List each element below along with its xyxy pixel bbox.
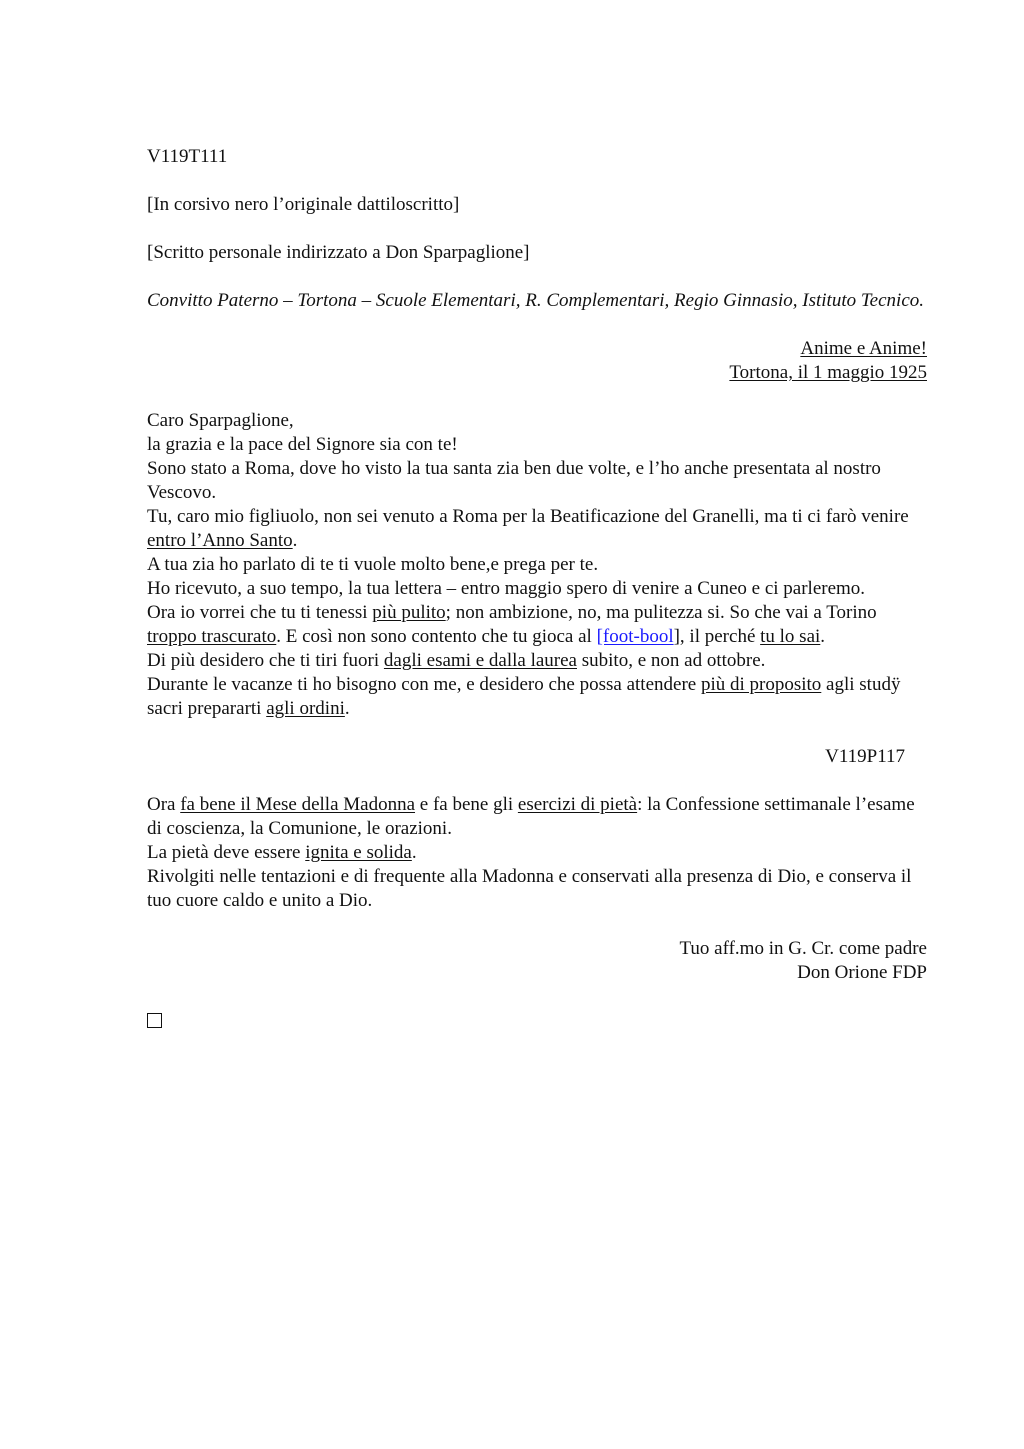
foot-bool-link[interactable]: [foot-bool xyxy=(596,626,674,647)
text-run: . xyxy=(344,698,350,719)
motto-text: Anime e Anime! xyxy=(800,338,927,359)
signature: Don Orione FDP xyxy=(797,962,927,983)
motto xyxy=(147,337,927,361)
text-run: e fa bene gli xyxy=(415,794,518,815)
underlined-text: più pulito xyxy=(372,602,446,623)
paragraph-lettera: Ho ricevuto, a suo tempo, la tua lettera – entro maggio spero di venire a Cuneo e ci parleremo. xyxy=(147,578,866,599)
page-reference: V119P117 xyxy=(825,746,905,767)
underlined-text: tu lo sai xyxy=(760,626,821,647)
paragraph-pieta xyxy=(147,841,927,865)
paragraph-mese-madonna xyxy=(147,793,927,841)
paragraph-vacanze xyxy=(147,673,927,721)
text-run: Ora io vorrei che tu ti tenessi xyxy=(147,602,373,623)
text-run: Ora xyxy=(147,794,181,815)
editorial-note-recipient: [Scritto personale indirizzato a Don Sparpaglione] xyxy=(147,242,530,263)
paragraph-roma: Sono stato a Roma, dove ho visto la tua santa zia ben due volte, e l’ho anche presentata al nostro Vescovo. xyxy=(147,458,881,503)
underlined-text: dagli esami e dalla laurea xyxy=(383,650,577,671)
closing-line-1: Tuo aff.mo in G. Cr. come padre xyxy=(679,938,927,959)
editorial-note-original: [In corsivo nero l’originale dattiloscritto] xyxy=(147,194,460,215)
text-run: ], il perché xyxy=(673,626,761,647)
place-date-text: Tortona, il 1 maggio 1925 xyxy=(729,362,927,383)
paragraph-esami xyxy=(147,649,927,673)
paragraph-beatificazione xyxy=(147,505,927,553)
salutation: Caro Sparpaglione, xyxy=(147,410,294,431)
text-run: . xyxy=(292,530,298,551)
underlined-text: più di proposito xyxy=(700,674,822,695)
letterhead: Convitto Paterno – Tortona – Scuole Elementari, R. Complementari, Regio Ginnasio, Istituto Tecnico. xyxy=(147,290,925,311)
underlined-text: entro l’Anno Santo xyxy=(147,530,293,551)
underlined-text: esercizi di pietà xyxy=(517,794,638,815)
document-code: V119T111 xyxy=(147,146,228,167)
underlined-text: fa bene il Mese della Madonna xyxy=(180,794,416,815)
letter-document xyxy=(147,145,927,1028)
place-date xyxy=(147,361,927,385)
text-run: : la Confessione settimanale l’esame di coscienza, la Comunione, le orazioni. xyxy=(147,794,915,839)
underlined-text: agli ordini xyxy=(266,698,345,719)
paragraph-pulizia xyxy=(147,601,927,649)
text-run: . E così non sono contento che tu gioca al xyxy=(276,626,597,647)
text-run: agli studÿ sacri prepararti xyxy=(147,674,901,719)
underlined-text: ignita e solida xyxy=(305,842,412,863)
text-run: Tu, caro mio figliuolo, non sei venuto a Roma per la Beatificazione del Granelli, ma ti ci farò venire xyxy=(147,506,909,527)
underlined-text: troppo trascurato xyxy=(147,626,277,647)
text-run: Di più desidero che ti tiri fuori xyxy=(147,650,384,671)
paragraph-zia: A tua zia ho parlato di te ti vuole molto bene,e prega per te. xyxy=(147,554,599,575)
text-run: La pietà deve essere xyxy=(147,842,306,863)
paragraph-rivolgiti: Rivolgiti nelle tentazioni e di frequente alla Madonna e conservati alla presenza di Dio, e conserva il tuo cuore caldo e unito a Dio. xyxy=(147,866,912,911)
text-run: . xyxy=(820,626,826,647)
checkbox-icon[interactable] xyxy=(147,1013,162,1028)
text-run: ; non ambizione, no, ma pulitezza si. So che vai a Torino xyxy=(445,602,877,623)
text-run: . xyxy=(411,842,417,863)
text-run: subito, e non ad ottobre. xyxy=(577,650,766,671)
text-run: Durante le vacanze ti ho bisogno con me, e desidero che possa attendere xyxy=(147,674,701,695)
greeting: la grazia e la pace del Signore sia con te! xyxy=(147,434,458,455)
